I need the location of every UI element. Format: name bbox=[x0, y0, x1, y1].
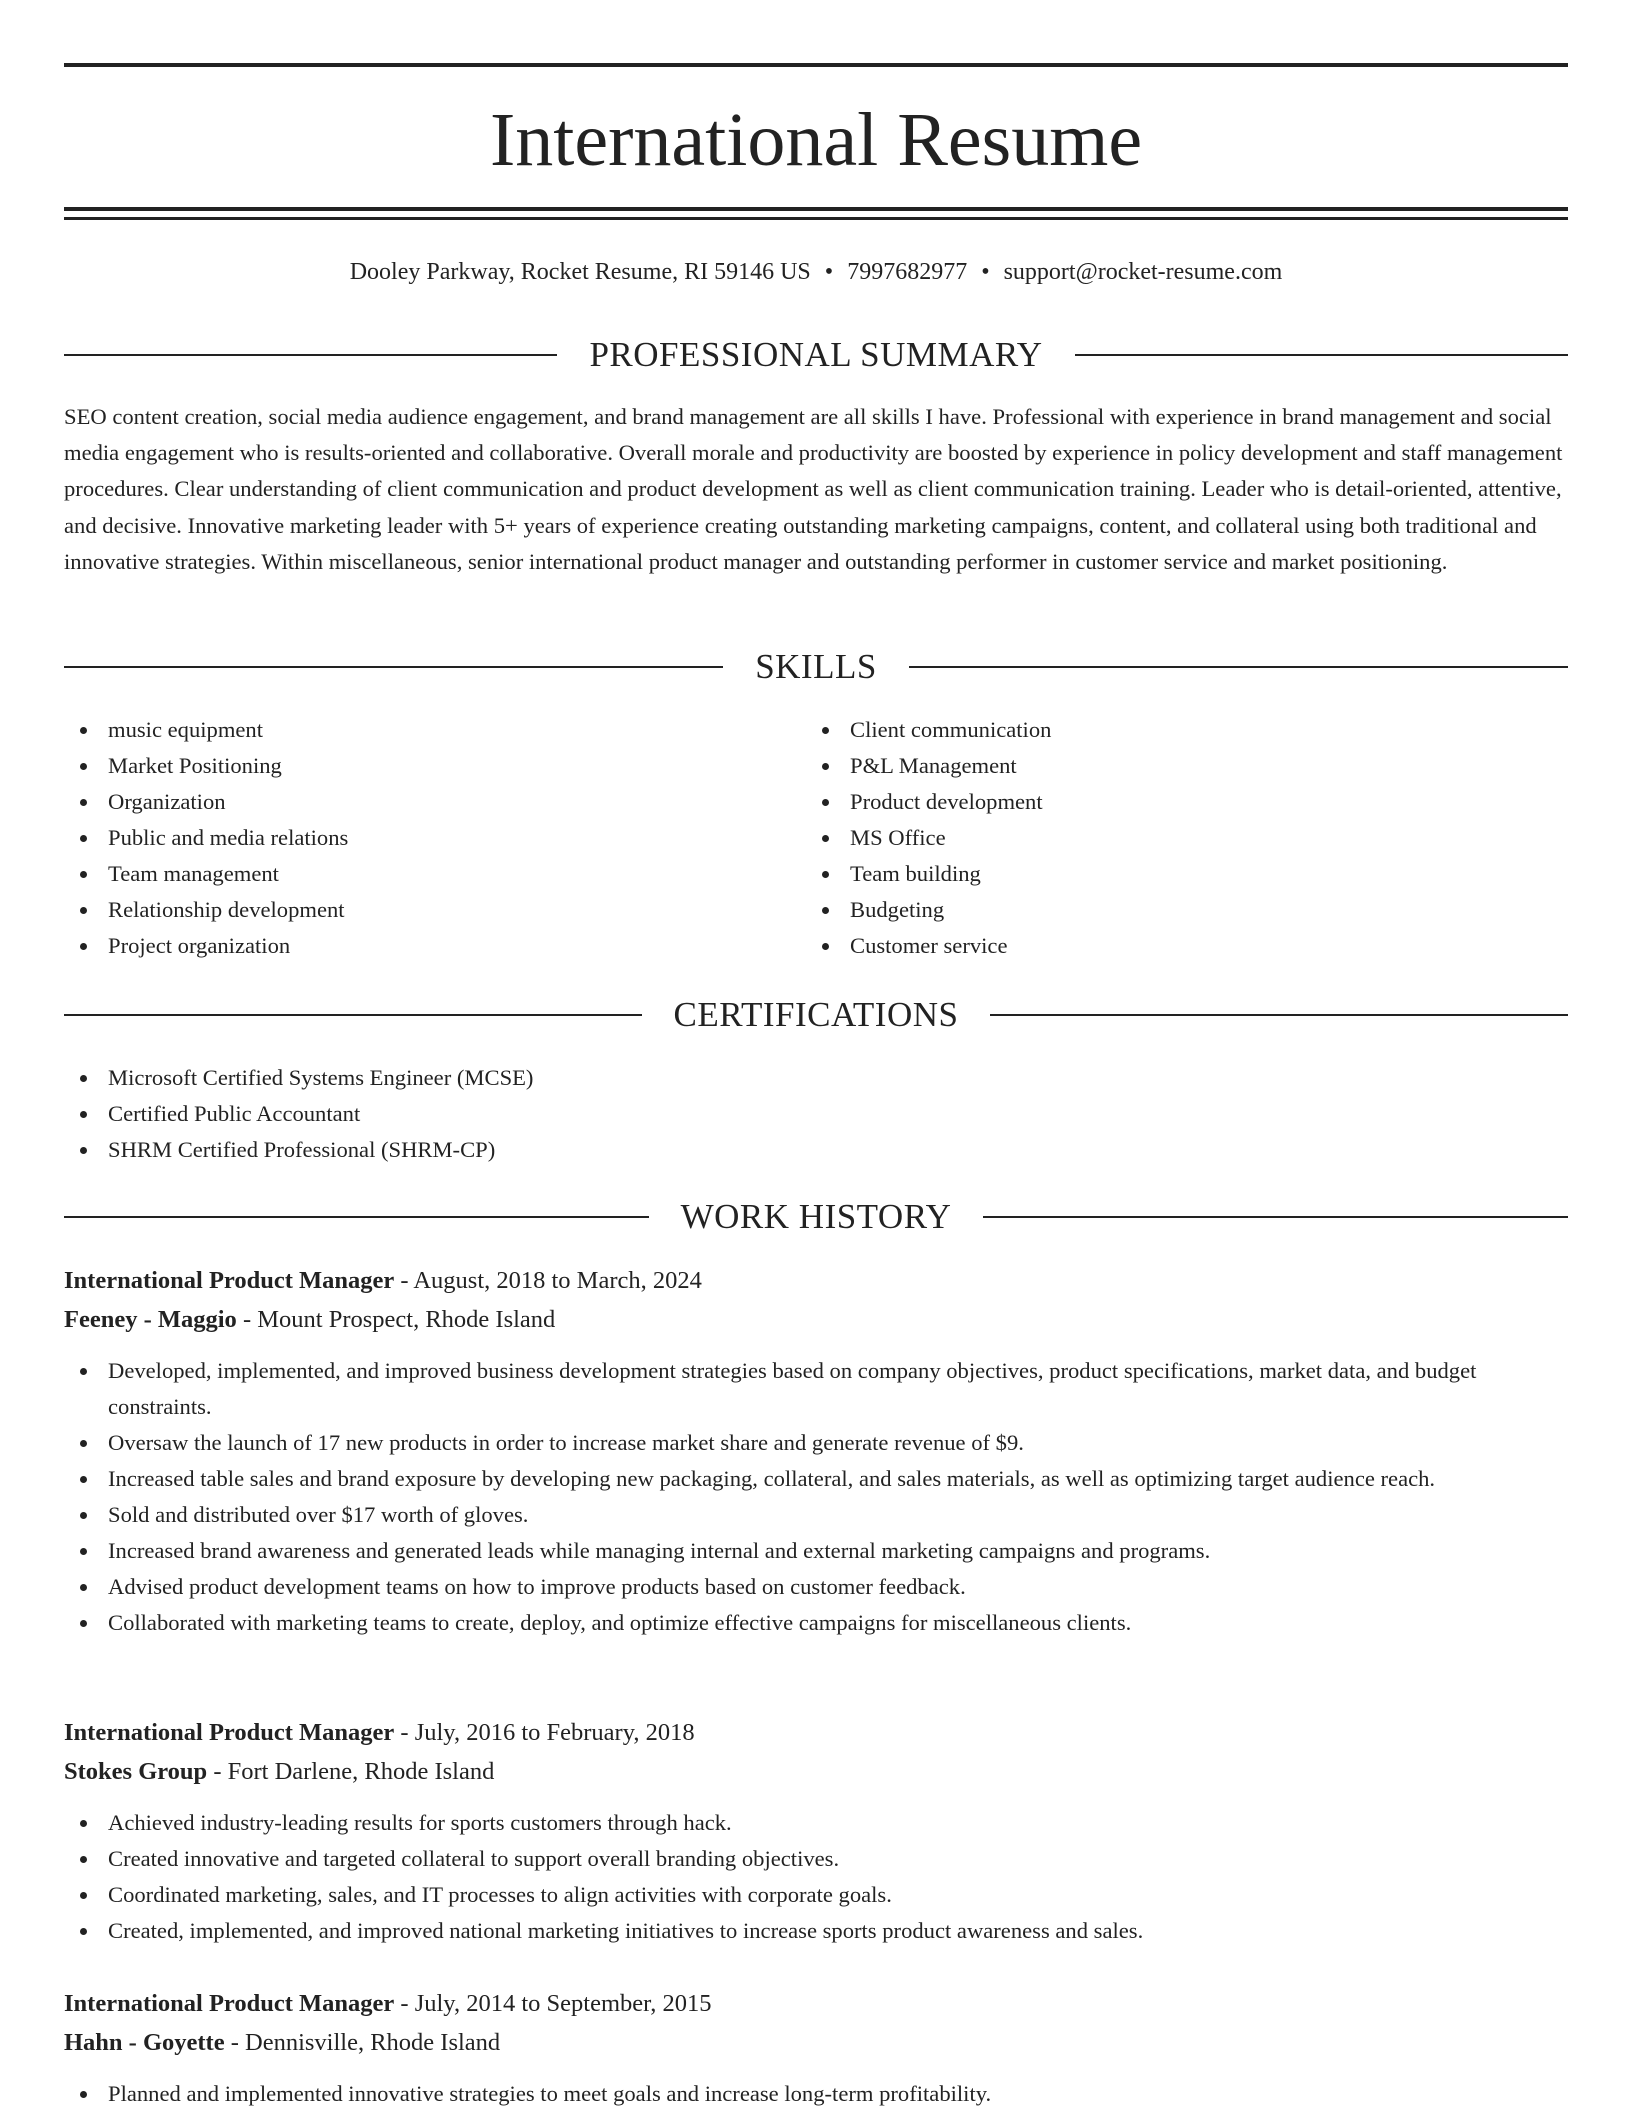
job-title: International Product Manager bbox=[64, 1267, 395, 1294]
contact-line bbox=[64, 255, 1568, 289]
certifications-heading bbox=[64, 993, 1568, 1037]
heading-rule-right bbox=[990, 1014, 1568, 1016]
certifications-heading-text: CERTIFICATIONS bbox=[673, 995, 959, 1034]
job-entry bbox=[64, 1713, 1568, 1949]
summary-paragraph: SEO content creation, social media audience engagement, and brand management are all skills I have. Professional with experience in brand management and social media engagement who is results-oriented and collaborative. Overall morale and productivity are boosted by experience in policy development and staff management procedures. Clear understanding of client communication and product development as well as client communication training. Leader who is detail-oriented, attentive, and decisive. Innovative marketing leader with 5+ years of experience creating outstanding marketing campaigns, content, and collateral using both traditional and innovative strategies. Within miscellaneous, senior international product manager and outstanding performer in customer service and market positioning. bbox=[64, 404, 1563, 574]
work-history-heading bbox=[64, 1195, 1568, 1239]
job-entry bbox=[64, 1984, 1568, 2112]
skills-heading-text: SKILLS bbox=[755, 647, 877, 686]
skill-item: Client communication bbox=[806, 712, 1546, 748]
work-history-heading-text: WORK HISTORY bbox=[680, 1197, 952, 1236]
job-bullet: Increased brand awareness and generated leads while managing internal and external marketing campaigns and programs. bbox=[64, 1533, 1568, 1569]
job-bullets bbox=[64, 1805, 1568, 1949]
skill-item: Team management bbox=[64, 856, 804, 892]
job-location: Mount Prospect, Rhode Island bbox=[257, 1306, 556, 1333]
job-title-line: International Product Manager - August, 2018 to March, 2024 bbox=[64, 1267, 702, 1294]
summary-heading-text: PROFESSIONAL SUMMARY bbox=[589, 335, 1043, 374]
skills-list-left bbox=[64, 712, 804, 964]
heading-rule-left bbox=[64, 354, 557, 356]
skills-heading bbox=[64, 645, 1568, 689]
skill-item: Relationship development bbox=[64, 892, 804, 928]
skill-item: Budgeting bbox=[806, 892, 1546, 928]
skill-item: Organization bbox=[64, 784, 804, 820]
job-company-line: Feeney - Maggio - Mount Prospect, Rhode Island bbox=[64, 1306, 556, 1333]
contact-address: Dooley Parkway, Rocket Resume, RI 59146 US bbox=[349, 259, 811, 285]
resume-title: International Resume bbox=[489, 98, 1143, 182]
job-bullet: Sold and distributed over $17 worth of gloves. bbox=[64, 1497, 1568, 1533]
job-location: Dennisville, Rhode Island bbox=[245, 2029, 501, 2056]
job-title-line: International Product Manager - July, 2016 to February, 2018 bbox=[64, 1719, 695, 1746]
job-bullet: Planned and implemented innovative strategies to meet goals and increase long-term profitability. bbox=[64, 2076, 1568, 2112]
top-rule bbox=[64, 63, 1568, 67]
job-company-line: Hahn - Goyette - Dennisville, Rhode Island bbox=[64, 2029, 501, 2056]
certification-item: SHRM Certified Professional (SHRM-CP) bbox=[64, 1132, 1568, 1168]
job-title: International Product Manager bbox=[64, 1990, 395, 2017]
skill-item: MS Office bbox=[806, 820, 1546, 856]
job-bullet: Collaborated with marketing teams to create, deploy, and optimize effective campaigns for miscellaneous clients. bbox=[64, 1605, 1568, 1641]
skill-item: Customer service bbox=[806, 928, 1546, 964]
job-location: Fort Darlene, Rhode Island bbox=[227, 1758, 495, 1785]
job-dates: August, 2018 to March, 2024 bbox=[413, 1267, 702, 1294]
skill-item: Product development bbox=[806, 784, 1546, 820]
certifications-list bbox=[64, 1060, 1568, 1168]
skill-item: Market Positioning bbox=[64, 748, 804, 784]
heading-rule-right bbox=[983, 1216, 1568, 1218]
job-bullet: Created innovative and targeted collateral to support overall branding objectives. bbox=[64, 1841, 1568, 1877]
heading-rule-right bbox=[1075, 354, 1568, 356]
job-company: Hahn - Goyette bbox=[64, 2029, 225, 2056]
heading-rule-left bbox=[64, 666, 723, 668]
skills-list-right bbox=[806, 712, 1546, 964]
job-dates: July, 2016 to February, 2018 bbox=[414, 1719, 695, 1746]
job-company: Stokes Group bbox=[64, 1758, 208, 1785]
job-dates: July, 2014 to September, 2015 bbox=[414, 1990, 712, 2017]
skill-item: Public and media relations bbox=[64, 820, 804, 856]
heading-rule-left bbox=[64, 1014, 642, 1016]
contact-separator: • bbox=[981, 259, 990, 285]
job-bullet: Oversaw the launch of 17 new products in order to increase market share and generate revenue of $9. bbox=[64, 1425, 1568, 1461]
job-bullet: Increased table sales and brand exposure by developing new packaging, collateral, and sales materials, as well as optimizing target audience reach. bbox=[64, 1461, 1568, 1497]
skill-item: P&L Management bbox=[806, 748, 1546, 784]
job-bullet: Created, implemented, and improved national marketing initiatives to increase sports product awareness and sales. bbox=[64, 1913, 1568, 1949]
title-double-rule-bottom bbox=[64, 217, 1568, 220]
heading-rule-left bbox=[64, 1216, 649, 1218]
title-double-rule-top bbox=[64, 207, 1568, 211]
certification-item: Microsoft Certified Systems Engineer (MCSE) bbox=[64, 1060, 1568, 1096]
heading-rule-right bbox=[909, 666, 1568, 668]
skill-item: Project organization bbox=[64, 928, 804, 964]
skill-item: Team building bbox=[806, 856, 1546, 892]
job-company: Feeney - Maggio bbox=[64, 1306, 237, 1333]
certification-item: Certified Public Accountant bbox=[64, 1096, 1568, 1132]
job-title-line: International Product Manager - July, 2014 to September, 2015 bbox=[64, 1990, 712, 2017]
contact-separator: • bbox=[824, 259, 834, 285]
job-bullets bbox=[64, 1353, 1568, 1641]
job-bullet: Advised product development teams on how to improve products based on customer feedback. bbox=[64, 1569, 1568, 1605]
job-title: International Product Manager bbox=[64, 1719, 395, 1746]
job-bullet: Coordinated marketing, sales, and IT processes to align activities with corporate goals. bbox=[64, 1877, 1568, 1913]
contact-phone: 7997682977 bbox=[847, 259, 968, 285]
summary-heading bbox=[64, 333, 1568, 377]
job-bullet: Achieved industry-leading results for sports customers through hack. bbox=[64, 1805, 1568, 1841]
contact-email: support@rocket-resume.com bbox=[1003, 259, 1283, 285]
job-bullet: Developed, implemented, and improved business development strategies based on company objectives, product specifications, market data, and budget constraints. bbox=[64, 1353, 1568, 1425]
job-company-line: Stokes Group - Fort Darlene, Rhode Island bbox=[64, 1758, 495, 1785]
skill-item: music equipment bbox=[64, 712, 804, 748]
job-entry bbox=[64, 1261, 1568, 1641]
job-bullets bbox=[64, 2076, 1568, 2112]
